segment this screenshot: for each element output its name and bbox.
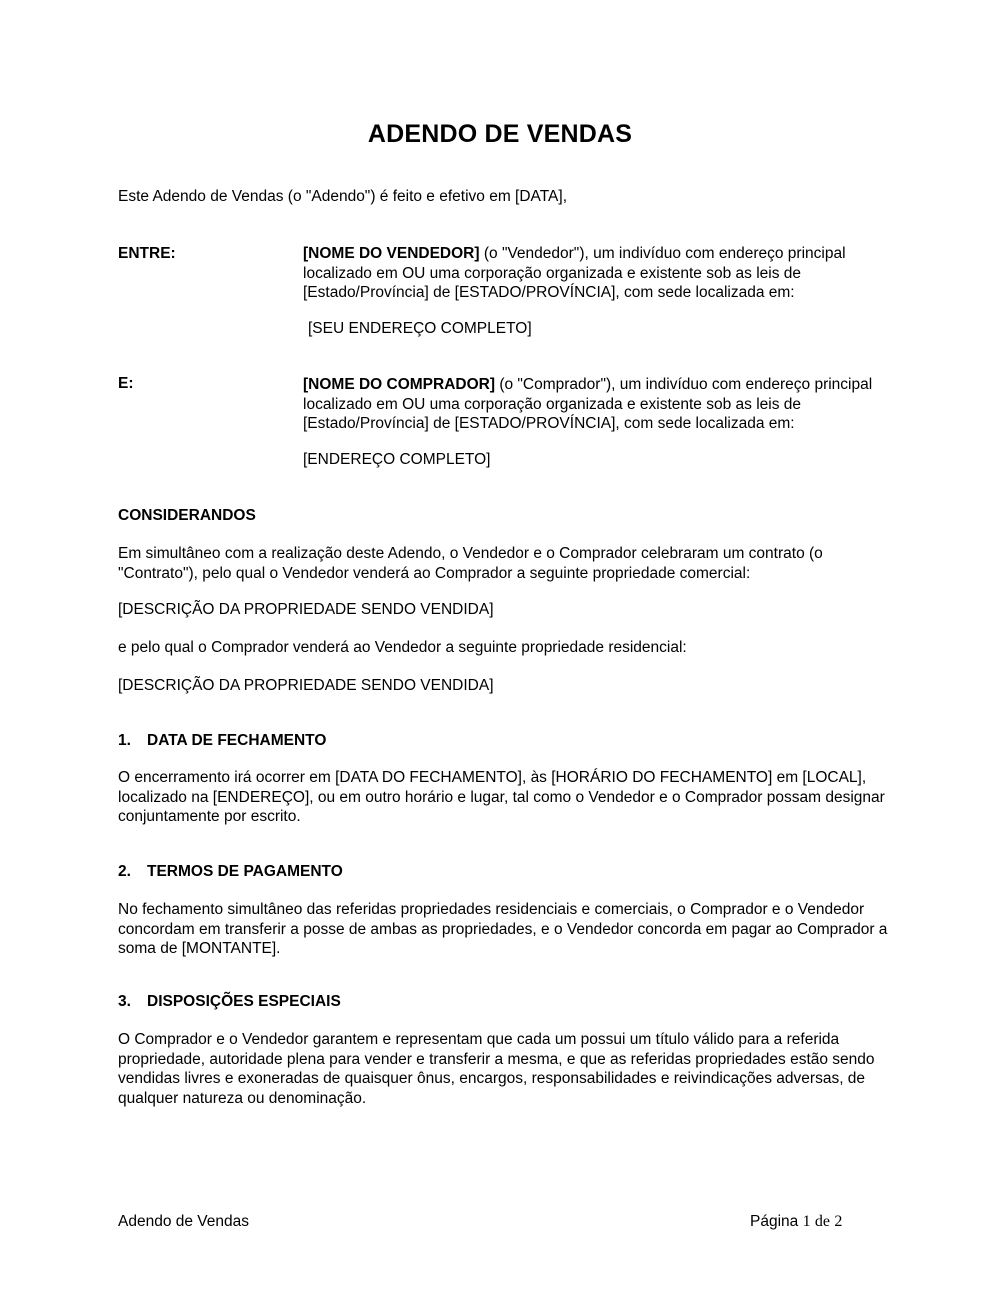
buyer-label: E: — [118, 375, 134, 392]
seller-paragraph — [303, 244, 888, 303]
footer-page-label: Página — [750, 1213, 799, 1230]
buyer-name: [NOME DO COMPRADOR] — [303, 376, 496, 393]
footer-page-number — [750, 1213, 842, 1231]
section-2-number: 2. — [118, 863, 131, 880]
section-2-title: TERMOS DE PAGAMENTO — [147, 863, 343, 880]
intro-paragraph: Este Adendo de Vendas (o "Adendo") é feito e efetivo em [DATA], — [118, 188, 568, 205]
seller-text: (o "Vendedor"), um indivíduo com endereço principal localizado em OU uma corporação organizada e existente sob as leis de [Estado/Província] de [ESTADO/PROVÍNCIA], com sede localizada em: — [303, 245, 846, 301]
section-2-heading — [118, 863, 343, 881]
section-3-number: 3. — [118, 993, 131, 1010]
section-1-number: 1. — [118, 732, 131, 749]
footer-page-of: de — [814, 1213, 830, 1230]
recitals-description-2: [DESCRIÇÃO DA PROPRIEDADE SENDO VENDIDA] — [118, 677, 494, 694]
recitals-description-1: [DESCRIÇÃO DA PROPRIEDADE SENDO VENDIDA] — [118, 601, 494, 618]
section-3-heading — [118, 993, 341, 1011]
seller-name: [NOME DO VENDEDOR] — [303, 245, 480, 262]
seller-address: [SEU ENDEREÇO COMPLETO] — [308, 320, 532, 337]
document-title: ADENDO DE VENDAS — [367, 120, 633, 148]
footer-page-current: 1 — [802, 1213, 811, 1230]
footer-document-name: Adendo de Vendas — [118, 1213, 250, 1230]
section-1-title: DATA DE FECHAMENTO — [147, 732, 327, 749]
buyer-text: (o "Comprador"), um indivíduo com endereço principal localizado em OU uma corporação organizada e existente sob as leis de [Estado/Província] de [ESTADO/PROVÍNCIA], com sede localizada em: — [303, 376, 873, 432]
section-1-body: O encerramento irá ocorrer em [DATA DO FECHAMENTO], às [HORÁRIO DO FECHAMENTO] em [LOCAL], localizado na [ENDEREÇO], ou em outro horário e lugar, tal como o Vendedor e o Comprador possam designar conjuntamente por escrito. — [118, 769, 885, 825]
section-3-title: DISPOSIÇÕES ESPECIAIS — [147, 993, 341, 1010]
section-1-heading — [118, 732, 326, 750]
section-2-body: No fechamento simultâneo das referidas propriedades residenciais e comerciais, o Comprador e o Vendedor concordam em transferir a posse de ambas as propriedades, e o Vendedor concorda em pagar ao Comprador a soma de [MONTANTE]. — [118, 901, 888, 957]
recitals-paragraph-2: e pelo qual o Comprador venderá ao Vendedor a seguinte propriedade residencial: — [118, 639, 687, 656]
buyer-paragraph — [303, 375, 888, 434]
buyer-address: [ENDEREÇO COMPLETO] — [303, 451, 491, 468]
seller-label: ENTRE: — [118, 245, 176, 262]
recitals-heading: CONSIDERANDOS — [118, 507, 256, 524]
footer-page-total: 2 — [834, 1213, 843, 1230]
section-3-body: O Comprador e o Vendedor garantem e representam que cada um possui um título válido para a referida propriedade, autoridade plena para vender e transferir a mesma, e que as referidas propriedades estão sendo vendidas livres e exoneradas de quaisquer ônus, encargos, responsabilidades e reivindicações adversas, de qualquer natureza ou denominação. — [118, 1031, 875, 1107]
recitals-paragraph-1: Em simultâneo com a realização deste Adendo, o Vendedor e o Comprador celebraram um contrato (o "Contrato"), pelo qual o Vendedor venderá ao Comprador a seguinte propriedade comercial: — [118, 545, 823, 582]
